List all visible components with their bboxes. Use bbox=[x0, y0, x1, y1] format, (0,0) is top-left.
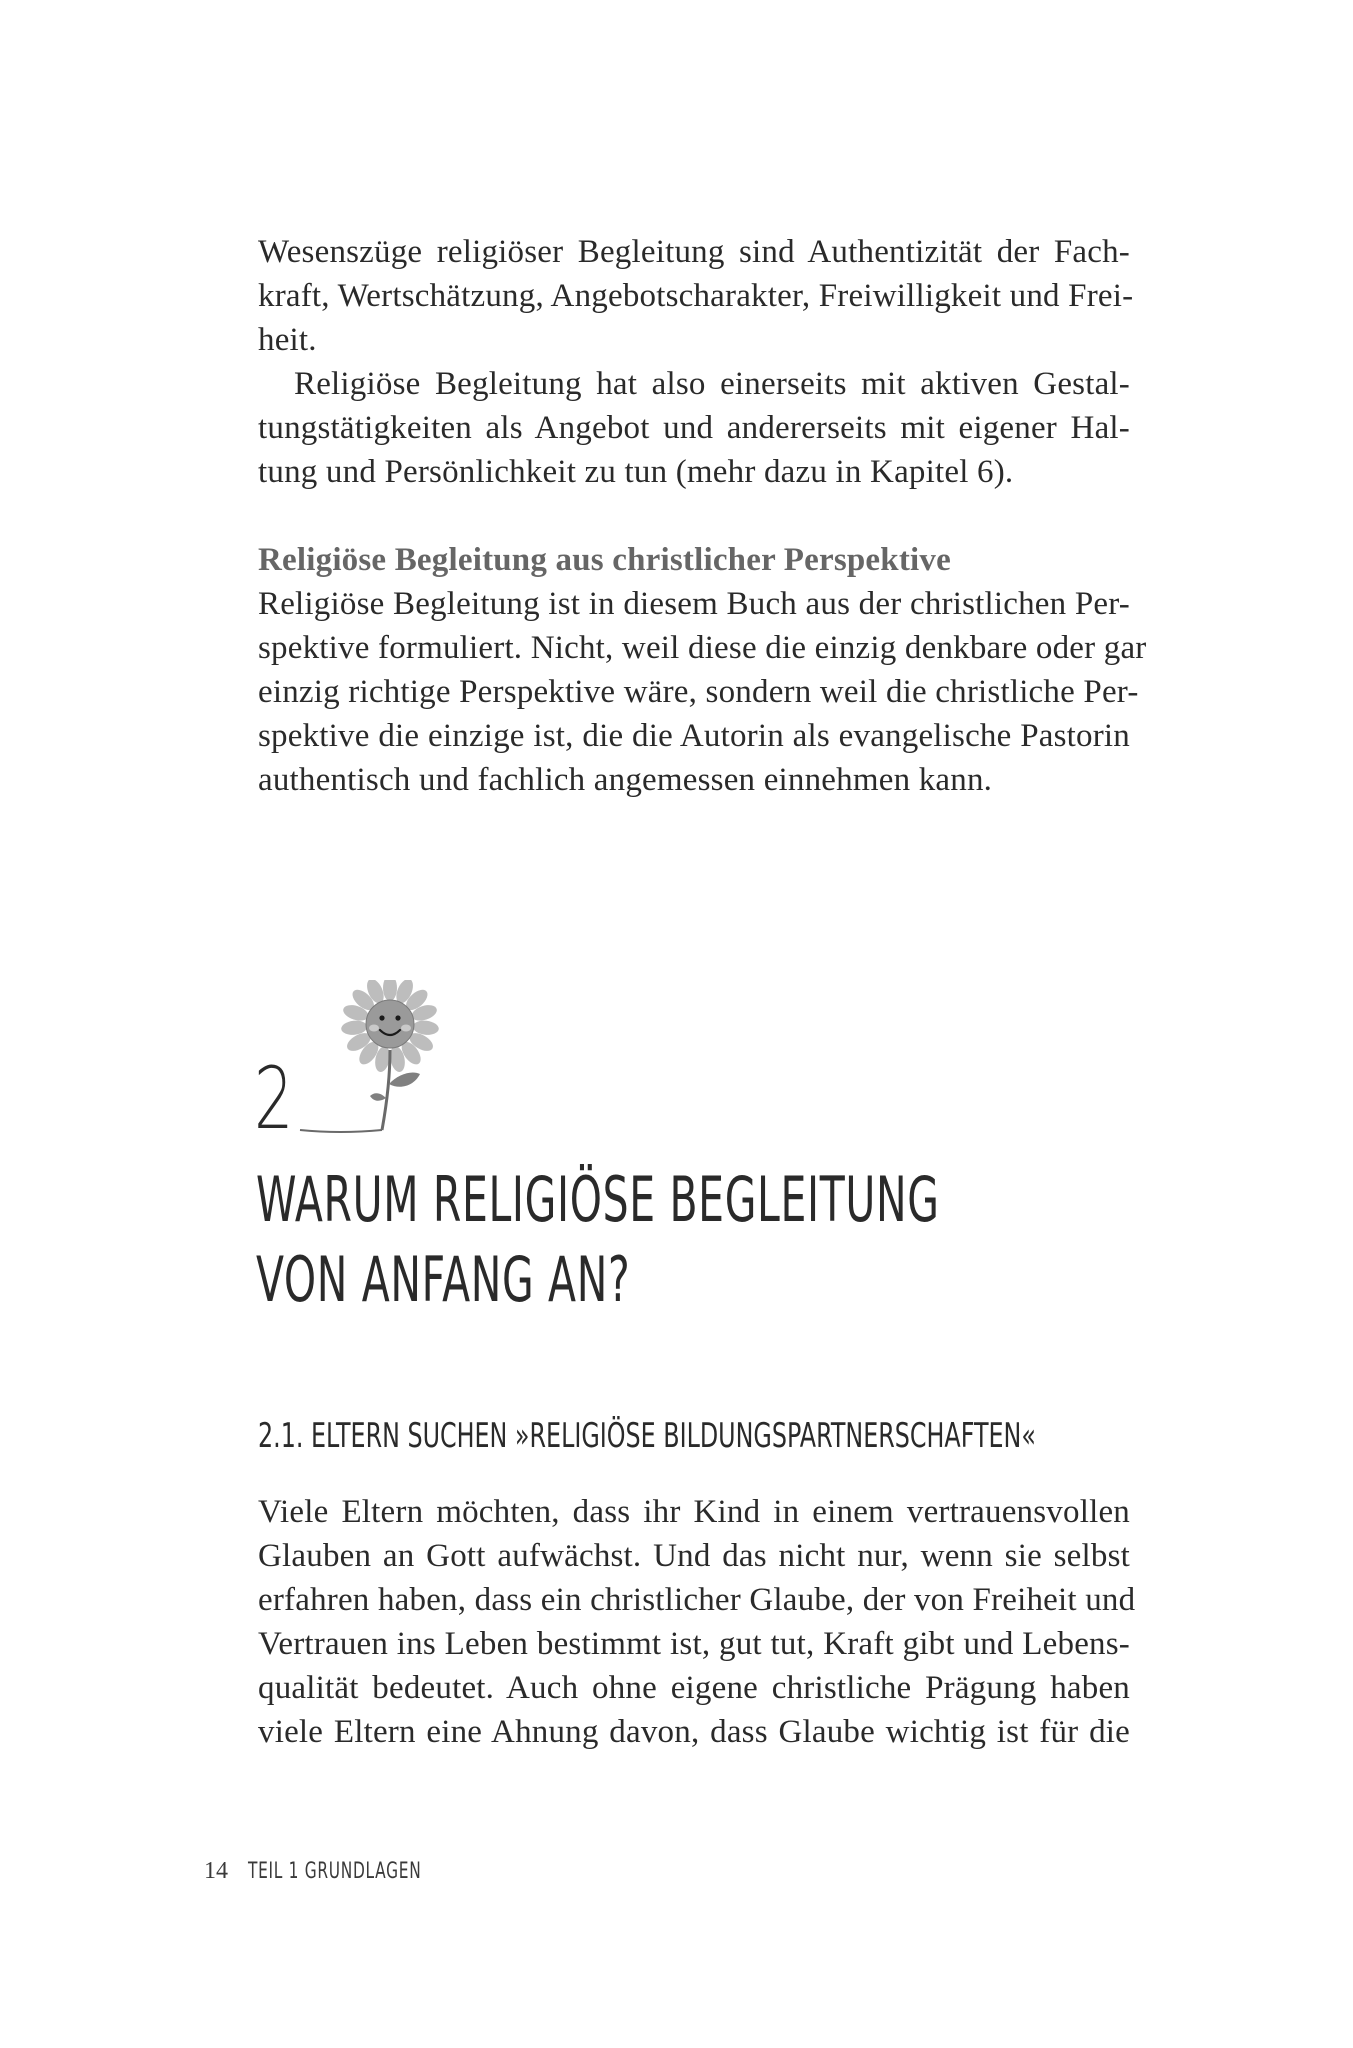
text-line: Glauben an Gott aufwächst. Und das nicht nur, wenn sie selbst bbox=[258, 1538, 1130, 1574]
ground-line bbox=[300, 1130, 382, 1132]
flower-leaf-small bbox=[370, 1093, 386, 1101]
text-line: qualität bedeutet. Auch ohne eigene christliche Prägung haben bbox=[258, 1670, 1130, 1706]
paragraph-intro bbox=[258, 230, 1134, 494]
page-footer bbox=[204, 1858, 496, 1885]
chapter-number: 2 bbox=[254, 1049, 294, 1149]
section-title: 2.1. ELTERN SUCHEN »RELIGIÖSE BILDUNGSPARTNERSCHAFTEN« bbox=[258, 1416, 1036, 1456]
text-line: erfahren haben, dass ein christlicher Glaube, der von Freiheit und bbox=[258, 1582, 1136, 1618]
paragraph-christian-perspective bbox=[258, 538, 1147, 802]
text-line: viele Eltern eine Ahnung davon, dass Glaube wichtig ist für die bbox=[258, 1714, 1130, 1750]
chapter-title bbox=[256, 1160, 940, 1320]
text-line: Wesenszüge religiöser Begleitung sind Authentizität der Fach- bbox=[258, 234, 1130, 270]
flower-cheek bbox=[369, 1025, 379, 1032]
text-line: Vertrauen ins Leben bestimmt ist, gut tut, Kraft gibt und Lebens- bbox=[258, 1626, 1130, 1662]
text-line: tung und Persönlichkeit zu tun (mehr dazu in Kapitel 6). bbox=[258, 454, 1014, 490]
flower-leaf bbox=[389, 1072, 420, 1086]
text-line: einzig richtige Perspektive wäre, sondern weil die christliche Per- bbox=[258, 674, 1139, 710]
text-line: Viele Eltern möchten, dass ihr Kind in einem vertrauensvollen bbox=[258, 1494, 1130, 1530]
subheading: Religiöse Begleitung aus christlicher Perspektive bbox=[258, 542, 951, 578]
text-line: spektive die einzige ist, die die Autorin als evangelische Pastorin bbox=[258, 718, 1130, 754]
flower-eye-icon bbox=[379, 1015, 384, 1020]
flower-center bbox=[366, 1000, 414, 1048]
paragraph-parents bbox=[258, 1490, 1136, 1754]
running-head: TEIL 1 GRUNDLAGEN bbox=[248, 1859, 422, 1884]
sunflower-icon bbox=[290, 980, 450, 1140]
text-line: tungstätigkeiten als Angebot und andererseits mit eigener Hal- bbox=[258, 410, 1130, 446]
text-line: heit. bbox=[258, 322, 317, 358]
text-line: Religiöse Begleitung ist in diesem Buch aus der christlichen Per- bbox=[258, 586, 1130, 622]
page-number: 14 bbox=[204, 1858, 228, 1884]
text-line: kraft, Wertschätzung, Angebotscharakter, Freiwilligkeit und Frei- bbox=[258, 278, 1134, 314]
chapter-title-line: VON ANFANG AN? bbox=[256, 1243, 631, 1316]
flower-eye-icon bbox=[395, 1015, 400, 1020]
text-line: Religiöse Begleitung hat also einerseits mit aktiven Gestal- bbox=[294, 366, 1130, 402]
text-line: authentisch und fachlich angemessen einnehmen kann. bbox=[258, 762, 993, 798]
chapter-title-line: WARUM RELIGIÖSE BEGLEITUNG bbox=[256, 1163, 940, 1236]
text-line: spektive formuliert. Nicht, weil diese die einzig denkbare oder gar bbox=[258, 630, 1147, 666]
flower-cheek bbox=[401, 1025, 411, 1032]
